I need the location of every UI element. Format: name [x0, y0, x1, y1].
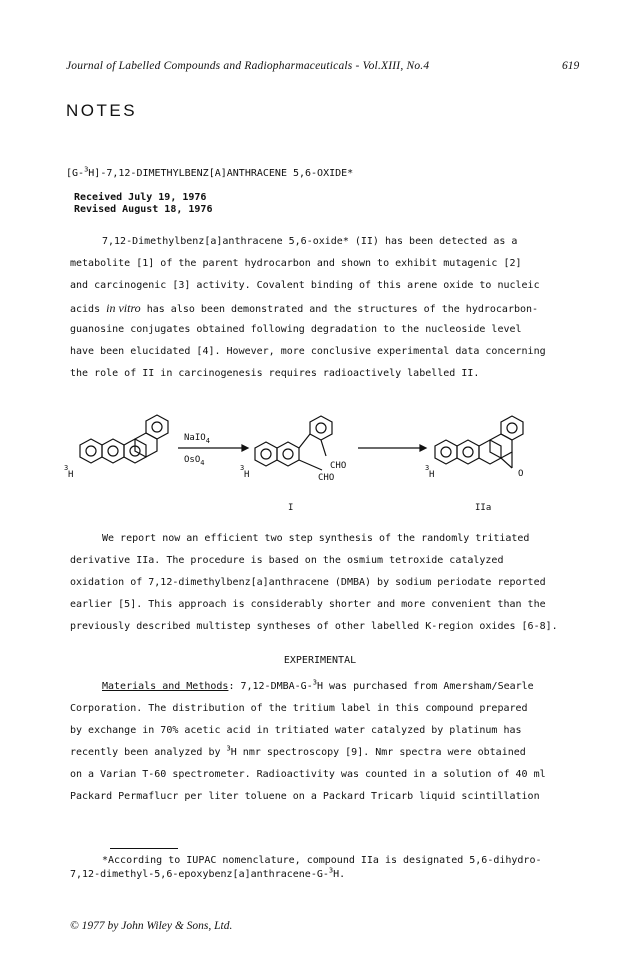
text-line: We report now an efficient two step synthesis of the randomly tritiated	[102, 533, 530, 544]
text-line: previously described multistep syntheses of other labelled K-region oxides [6-8].	[70, 621, 558, 632]
methods-paragraph	[70, 676, 570, 808]
text-line: oxidation of 7,12-dimethylbenz[a]anthracene (DMBA) by sodium periodate reported	[70, 577, 546, 588]
title-main: H]-7,12-DIMETHYLBENZ[A]ANTHRACENE 5,6-OXIDE*	[88, 168, 354, 179]
nmr-pre: recently been analyzed by	[70, 747, 227, 758]
title-prefix: [G-	[66, 168, 85, 179]
text-line: metabolite [1] of the parent hydrocarbon and shown to exhibit mutagenic [2]	[70, 258, 522, 269]
text-line: by exchange in 70% acetic acid in tritiated water catalyzed by platinum has	[70, 725, 522, 736]
text-in-vitro: in vitro	[106, 301, 141, 315]
copyright: © 1977 by John Wiley & Sons, Ltd.	[70, 920, 233, 932]
text-line: Corporation. The distribution of the tritium label in this compound prepared	[70, 703, 528, 714]
text-line: the role of II in carcinogenesis requires radioactively labelled II.	[70, 368, 480, 379]
section-heading: NOTES	[66, 101, 138, 120]
methods-lead: : 7,12-DMBA-G-	[228, 681, 313, 692]
text-line: derivative IIa. The procedure is based on the osmium tetroxide catalyzed	[70, 555, 504, 566]
footnote-rule	[110, 848, 178, 849]
nmr-post: H nmr spectroscopy [9]. Nmr spectra were obtained	[230, 747, 526, 758]
text-line	[70, 742, 570, 764]
text-line	[70, 676, 570, 698]
text-line: on a Varian T-60 spectrometer. Radioactivity was counted in a solution of 40 ml	[70, 769, 546, 780]
footnote-line: 7,12-dimethyl-5,6-epoxybenz[a]anthracene-G-$^3$H.	[70, 866, 346, 880]
tritium-label-1-sup: 3	[64, 464, 69, 472]
journal-header: Journal of Labelled Compounds and Radiopharmaceuticals - Vol.XIII, No.4	[66, 60, 430, 72]
text-line: have been elucidated [4]. However, more conclusive experimental data concerning	[70, 346, 546, 357]
methods-lead-sup: 3	[312, 678, 317, 687]
reaction-scheme	[60, 410, 580, 520]
intro-paragraph	[70, 231, 570, 385]
text-line: earlier [5]. This approach is considerably shorter and more convenient than the	[70, 599, 546, 610]
cho-label-2: CHO	[318, 473, 335, 483]
epoxide-oxygen: O	[518, 469, 524, 479]
tritium-label-2-sup: 3	[240, 464, 245, 472]
tritium-label-1: H	[68, 470, 74, 480]
title-superscript: 3	[84, 165, 89, 174]
received-date: Received July 19, 1976	[74, 192, 207, 203]
compound-label-iia: IIa	[475, 503, 492, 513]
article-title	[66, 167, 353, 181]
methods-heading: Materials and Methods	[102, 681, 229, 692]
reagent-oso4: OsO$_4$	[184, 455, 205, 467]
report-paragraph	[70, 528, 570, 638]
text-line: 7,12-Dimethylbenz[a]anthracene 5,6-oxide* (II) has been detected as a	[102, 236, 518, 247]
text-line-rest: has also been demonstrated and the structures of the hydrocarbon-	[146, 304, 539, 315]
dates-block	[74, 192, 212, 216]
text-line: Packard Permaflucr per liter toluene on a Packard Tricarb liquid scintillation	[70, 791, 540, 802]
text-line	[70, 297, 570, 319]
text-line: and carcinogenic [3] activity. Covalent binding of this arene oxide to nucleic	[70, 280, 540, 291]
tritium-label-2: H	[244, 470, 250, 480]
reagent-naio4: NaIO$_4$	[184, 433, 210, 445]
epoxide-structure	[435, 416, 523, 468]
footnote	[70, 854, 542, 882]
text-acids: acids	[70, 304, 107, 315]
text-line: guanosine conjugates obtained following degradation to the nucleoside level	[70, 324, 522, 335]
dialdehyde-structure	[255, 416, 332, 470]
dmba-structure	[80, 415, 168, 463]
page-number: 619	[562, 60, 580, 72]
nmr-sup: 3	[226, 744, 231, 753]
tritium-label-3-sup: 3	[425, 464, 430, 472]
cho-label-1: CHO	[330, 461, 347, 471]
experimental-heading: EXPERIMENTAL	[283, 655, 357, 666]
footnote-line: *According to IUPAC nomenclature, compound IIa is designated 5,6-dihydro-	[102, 855, 542, 866]
methods-lead-tail: H was purchased from Amersham/Searle	[316, 681, 534, 692]
tritium-label-3: H	[429, 470, 435, 480]
revised-date: Revised August 18, 1976	[74, 204, 213, 215]
compound-label-i: I	[288, 503, 294, 513]
